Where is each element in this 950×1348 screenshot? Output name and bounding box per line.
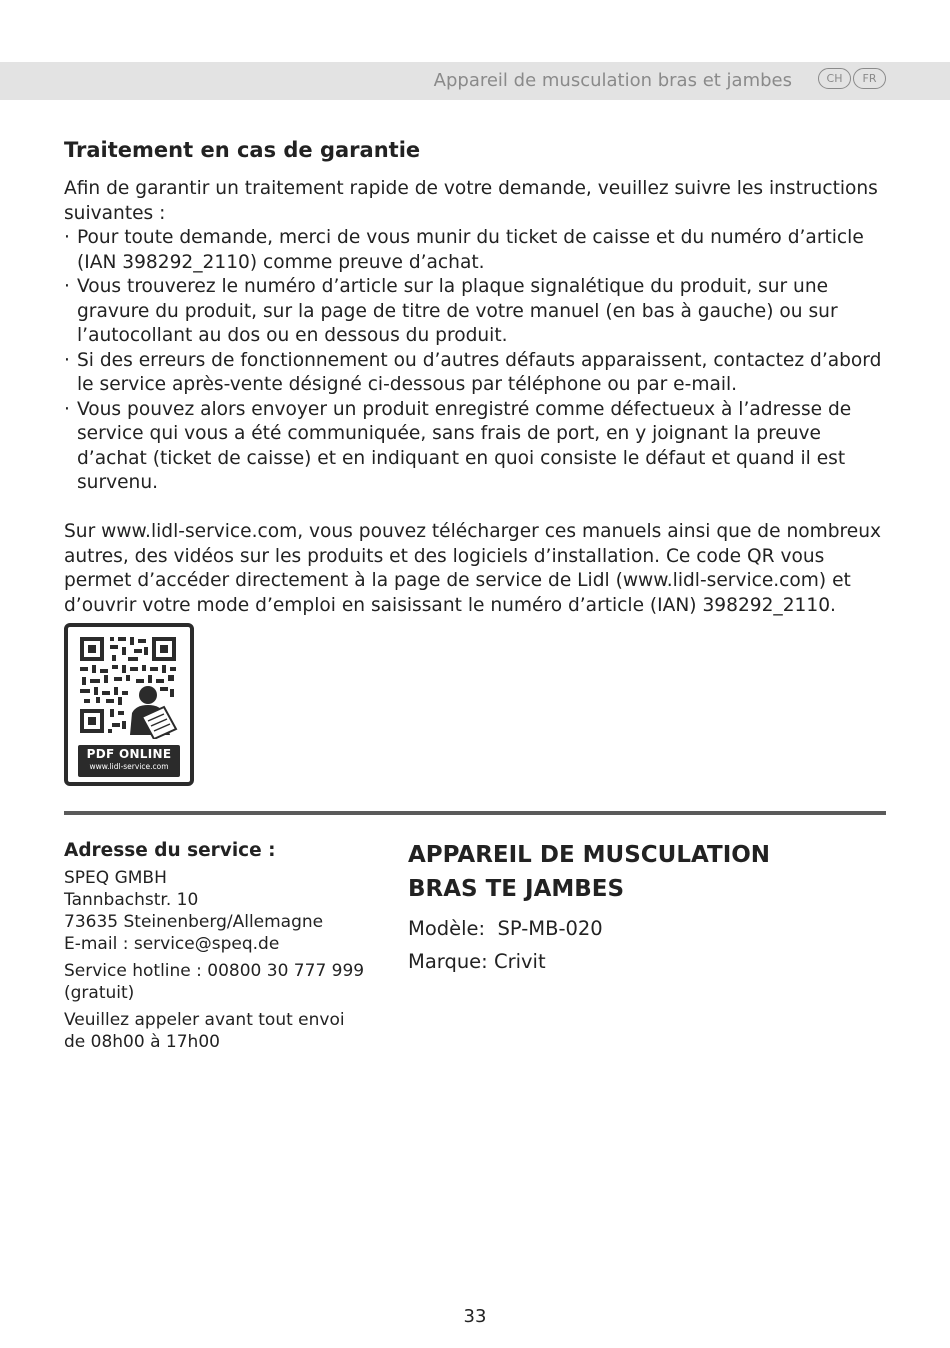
service-company: SPEQ GMBH [64,868,167,888]
service-call-note: Veuillez appeler avant tout envoi [64,1010,345,1030]
product-model: Modèle: SP-MB-020 [408,917,603,940]
service-paragraph: Sur www.lidl-service.com, vous pouvez télécharger ces manuels ainsi que de nombreux autres, des vidéos sur les produits et des logiciels d’installation. Ce code QR vous permet d’accéder directement à la page de service de Lidl (www.lidl-service.com) et d’ouvrir votre mode d’emploi en saisissant le numéro d’article (IAN) 398292_2110. [64,521,881,616]
page-number: 33 [463,1306,487,1327]
section-title: Traitement en cas de garantie [64,138,421,162]
service-hotline: Service hotline : 00800 30 777 999 [64,961,365,981]
product-info-block [408,838,878,978]
qr-label [78,745,180,777]
section-divider [64,811,886,815]
service-hotline-note: (gratuit) [64,983,135,1003]
service-address-title: Adresse du service : [64,840,276,861]
list-item: · Vous trouverez le numéro d’article sur la plaque signalétique du produit, sur une gravure du produit, sur la page de titre de votre manuel (en bas à gauche) ou sur l’autocollant au dos ou en dessous du produit. [64,275,894,349]
product-brand: Marque: Crivit [408,950,546,973]
list-item: · Pour toute demande, merci de vous munir du ticket de caisse et du numéro d’article (IAN 398292_2110) comme preuve d’achat. [64,226,894,275]
service-email: E-mail : service@speq.de [64,934,280,954]
list-item: · Si des erreurs de fonctionnement ou d’autres défauts apparaissent, contactez d’abord le service après-vente désigné ci-dessous par téléphone ou par e-mail. [64,349,894,398]
warranty-body [64,177,894,618]
list-item: · Vous pouvez alors envoyer un produit enregistré comme défectueux à l’adresse de service qui vous a été communiquée, sans frais de port, en y joignant la preuve d’achat (ticket de caisse) et en indiquant en quoi consiste le défaut et quand il est survenu. [64,398,894,496]
service-street: Tannbachstr. 10 [64,890,199,910]
qr-label-url: www.lidl-service.com [89,762,169,771]
language-badge-ch: CH [818,68,851,89]
instruction-list [64,226,894,496]
service-address-block [64,840,384,1053]
qr-label-title: PDF ONLINE [86,747,172,761]
product-title-line2: BRAS TE JAMBES [408,876,625,902]
qr-code-card[interactable] [64,623,194,786]
service-call-hours: de 08h00 à 17h00 [64,1032,220,1052]
intro-paragraph: Afin de garantir un traitement rapide de votre demande, veuillez suivre les instructions suivantes : [64,178,878,224]
service-address-lines [64,867,384,1053]
product-title-line1: APPAREIL DE MUSCULATION [408,842,771,868]
service-city: 73635 Steinenberg/Allemagne [64,912,324,932]
running-header-title: Appareil de musculation bras et jambes [433,70,792,91]
qr-code-icon [78,635,180,739]
language-badges [818,68,886,90]
running-header [0,62,950,100]
product-details [408,912,878,978]
language-badge-fr: FR [853,68,886,89]
